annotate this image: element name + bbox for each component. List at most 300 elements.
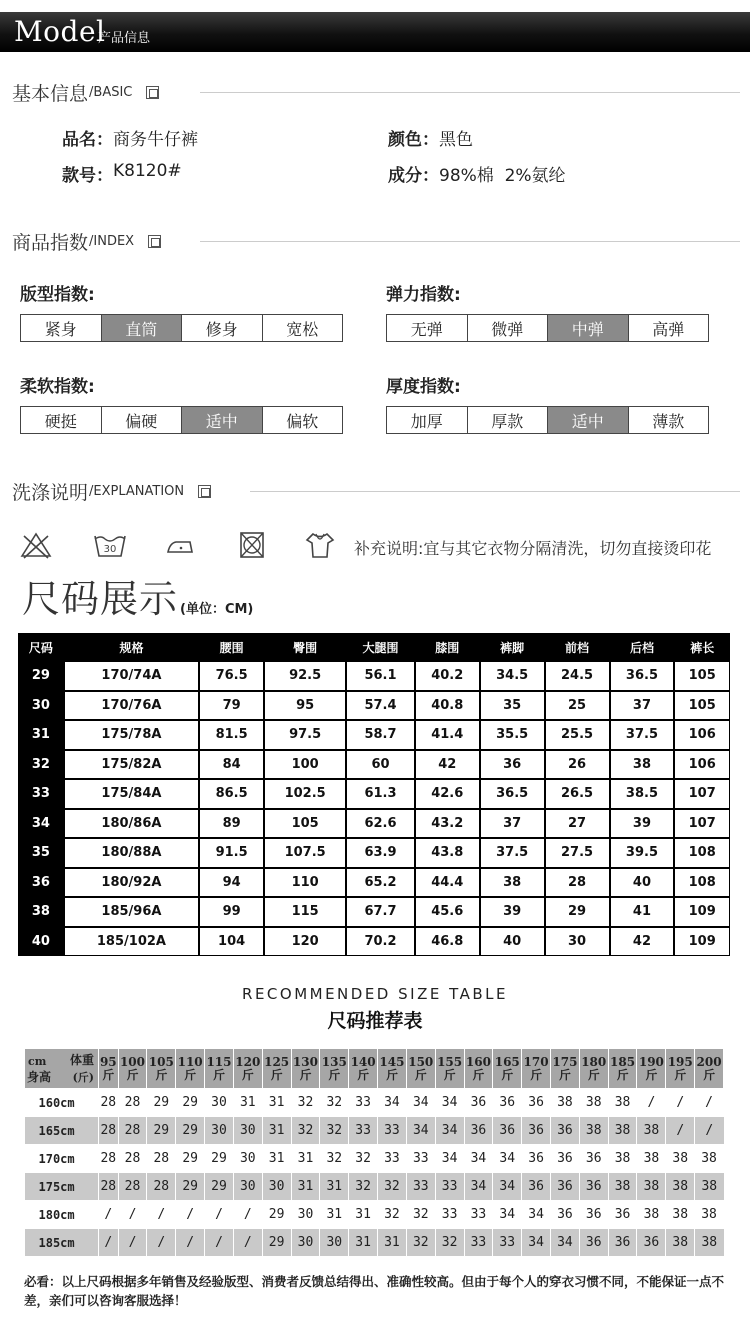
size-recommend-cell: / xyxy=(676,1095,685,1110)
size-recommend-cell: 36 xyxy=(551,1117,580,1145)
disclaimer-note: 必看：以上尺码根据多年销售及经验版型、消费者反馈总结得出、准确性较高。但由于每个人的穿衣习惯不同，不能保证一点不差，亲们可以咨询客服选择！ xyxy=(24,1274,725,1308)
size-recommend-cell: 34 xyxy=(441,1151,458,1166)
table-row xyxy=(18,779,730,809)
size-recommend-cell: 36 xyxy=(470,1095,487,1110)
table-row xyxy=(25,1173,724,1201)
size-recommend-cell: / xyxy=(99,1229,119,1257)
divider xyxy=(200,92,740,93)
weight-value: 165 xyxy=(494,1054,520,1069)
size-cell: 35 xyxy=(18,838,64,868)
measure-cell: 100 xyxy=(264,750,346,780)
measure-cell: 36.5 xyxy=(610,661,675,691)
size-recommend-cell: 32 xyxy=(349,1173,378,1201)
size-recommend-cell: / xyxy=(157,1207,166,1222)
weight-unit: 斤 xyxy=(184,1067,197,1082)
table-row xyxy=(18,750,730,780)
scale-option: 偏软 xyxy=(263,407,343,433)
size-recommend-cell: 32 xyxy=(378,1173,407,1201)
weight-value: 155 xyxy=(437,1054,463,1069)
weight-value: 100 xyxy=(119,1054,146,1069)
scale-option: 加厚 xyxy=(387,407,468,433)
weight-col-header xyxy=(695,1049,724,1089)
weight-unit: 斤 xyxy=(530,1067,543,1082)
section-wash-title xyxy=(12,479,211,503)
size-recommend-cell: 36 xyxy=(493,1117,522,1145)
size-recommend-cell: / xyxy=(104,1207,113,1222)
weight-col-header xyxy=(147,1049,176,1089)
measure-cell: 102.5 xyxy=(264,779,346,809)
header-bar xyxy=(0,12,750,52)
size-recommend-cell: 30 xyxy=(262,1173,291,1201)
weight-col-header xyxy=(522,1049,551,1089)
measure-cell: 26.5 xyxy=(545,779,610,809)
measure-cell: 43.2 xyxy=(415,809,480,839)
size-recommend-cell: 34 xyxy=(441,1095,458,1110)
height-cell: 185cm xyxy=(25,1229,99,1257)
thick-index-scale xyxy=(386,406,709,434)
fit-index-scale xyxy=(20,314,343,342)
measure-cell: 37 xyxy=(610,691,675,721)
section-basic-cn: 基本信息 xyxy=(12,82,89,105)
weight-value: 175 xyxy=(552,1054,578,1069)
measure-cell: 84 xyxy=(199,750,264,780)
weight-col-header xyxy=(262,1049,291,1089)
size-recommend-cell: 30 xyxy=(239,1151,256,1166)
size-cell: 36 xyxy=(18,868,64,898)
weight-col-header xyxy=(378,1049,407,1089)
scale-option: 偏硬 xyxy=(102,407,183,433)
corner-height: 身高 xyxy=(27,1070,52,1084)
size-recommend-cell: 34 xyxy=(499,1151,516,1166)
info-code-key: 款号： xyxy=(62,166,113,186)
size-recommend-cell: 33 xyxy=(464,1229,493,1257)
measure-cell: 43.8 xyxy=(415,838,480,868)
weight-col-header xyxy=(406,1049,435,1089)
weight-unit: 斤 xyxy=(155,1067,168,1082)
measure-cell: 185/96A xyxy=(64,897,199,927)
fit-index-label: 版型指数: xyxy=(20,285,95,305)
size-col-header: 大腿围 xyxy=(346,633,415,661)
size-recommend-cell: 34 xyxy=(470,1151,487,1166)
no-tumble-dry-icon xyxy=(234,530,270,560)
size-recommend-cell: 34 xyxy=(464,1173,493,1201)
size-recommend-cell: 33 xyxy=(355,1095,371,1110)
table-row xyxy=(18,661,730,691)
divider xyxy=(250,491,740,492)
wash-note: 补充说明:宜与其它衣物分隔清洗，切勿直接烫印花 xyxy=(354,539,712,558)
size-recommend-cell: 38 xyxy=(672,1151,689,1166)
measure-cell: 92.5 xyxy=(264,661,346,691)
size-recommend-cell: 36 xyxy=(499,1095,516,1110)
info-material-key: 成分： xyxy=(388,166,439,186)
size-table xyxy=(18,633,730,956)
weight-unit: 斤 xyxy=(357,1067,370,1082)
recommend-title-en: RECOMMENDED SIZE TABLE xyxy=(242,985,508,1003)
size-table-header xyxy=(18,633,730,661)
height-cell: 170cm xyxy=(38,1151,75,1166)
thick-index-label: 厚度指数: xyxy=(386,377,461,397)
size-recommend-cell: 32 xyxy=(384,1207,400,1222)
scale-option: 宽松 xyxy=(263,315,343,341)
size-recommend-cell: 38 xyxy=(701,1207,717,1222)
size-recommend-cell: 30 xyxy=(291,1229,320,1257)
size-recommend-cell: 36 xyxy=(528,1151,544,1166)
size-recommend-cell: / xyxy=(243,1207,252,1222)
weight-value: 150 xyxy=(408,1054,434,1069)
size-recommend-cell: 34 xyxy=(522,1229,551,1257)
weight-unit: 斤 xyxy=(385,1067,398,1082)
measure-cell: 24.5 xyxy=(545,661,610,691)
info-name-value: 商务牛仔裤 xyxy=(113,130,198,150)
weight-value: 170 xyxy=(523,1054,549,1069)
measure-cell: 28 xyxy=(545,868,610,898)
size-recommend-cell: 36 xyxy=(557,1151,573,1166)
measure-cell: 65.2 xyxy=(346,868,415,898)
measure-cell: 38 xyxy=(610,750,675,780)
size-recommend-cell: 38 xyxy=(614,1151,631,1166)
soft-index-scale xyxy=(20,406,343,434)
measure-cell: 46.8 xyxy=(415,927,480,957)
scale-option: 适中 xyxy=(182,407,263,433)
size-recommend-cell: 32 xyxy=(355,1151,371,1166)
measure-cell: 115 xyxy=(264,897,346,927)
scale-option: 中弹 xyxy=(548,315,629,341)
size-recommend-cell: / xyxy=(233,1229,262,1257)
size-recommend-cell: 30 xyxy=(233,1117,262,1145)
weight-col-header xyxy=(205,1049,234,1089)
weight-col-header xyxy=(493,1049,522,1089)
weight-col-header xyxy=(320,1049,349,1089)
size-recommend-cell: 31 xyxy=(297,1151,314,1166)
size-recommend-cell: 30 xyxy=(205,1117,234,1145)
table-row xyxy=(18,868,730,898)
weight-value: 110 xyxy=(177,1054,203,1069)
size-recommend-cell: 28 xyxy=(100,1095,117,1110)
size-recommend-cell: 36 xyxy=(579,1173,608,1201)
size-recommend-cell: 33 xyxy=(378,1117,407,1145)
measure-cell: 99 xyxy=(199,897,264,927)
size-recommend-cell: 28 xyxy=(118,1173,147,1201)
size-recommend-cell: 36 xyxy=(585,1151,602,1166)
size-recommend-cell: 36 xyxy=(579,1229,608,1257)
size-recommend-cell: 32 xyxy=(412,1207,429,1222)
size-recommend-cell: / xyxy=(647,1095,656,1110)
info-material xyxy=(388,161,566,186)
divider xyxy=(200,241,740,242)
measure-cell: 34.5 xyxy=(480,661,545,691)
section-basic-title xyxy=(12,80,159,104)
weight-value: 120 xyxy=(235,1054,261,1069)
weight-value: 180 xyxy=(581,1054,607,1069)
measure-cell: 62.6 xyxy=(346,809,415,839)
size-recommend-cell: 33 xyxy=(412,1151,429,1166)
recommend-table-header xyxy=(25,1049,724,1089)
measure-cell: 25 xyxy=(545,691,610,721)
measure-cell: 38 xyxy=(480,868,545,898)
size-recommend-cell: 38 xyxy=(695,1173,724,1201)
size-recommend-cell: 29 xyxy=(182,1151,198,1166)
scale-option: 无弹 xyxy=(387,315,468,341)
size-col-header: 后档 xyxy=(610,633,675,661)
size-recommend-cell: 36 xyxy=(551,1173,580,1201)
size-recommend-cell: 32 xyxy=(435,1229,464,1257)
measure-cell: 185/102A xyxy=(64,927,199,957)
weight-value: 160 xyxy=(465,1054,491,1069)
scale-option: 紧身 xyxy=(21,315,102,341)
measure-cell: 61.3 xyxy=(346,779,415,809)
hang-dry-icon xyxy=(302,530,338,560)
measure-cell: 42.6 xyxy=(415,779,480,809)
height-cell: 160cm xyxy=(38,1095,75,1110)
size-recommend-cell: 38 xyxy=(666,1173,695,1201)
size-recommend-cell: 36 xyxy=(614,1207,631,1222)
corner-unit-weight: (斤) xyxy=(72,1071,94,1084)
measure-cell: 42 xyxy=(610,927,675,957)
weight-unit: 斤 xyxy=(703,1067,716,1082)
size-recommend-cell: 29 xyxy=(211,1151,227,1166)
measure-cell: 60 xyxy=(346,750,415,780)
weight-col-header xyxy=(637,1049,666,1089)
measure-cell: 104 xyxy=(199,927,264,957)
weight-col-header xyxy=(349,1049,378,1089)
size-recommend-cell: 31 xyxy=(262,1117,291,1145)
weight-unit: 斤 xyxy=(328,1067,341,1082)
measure-cell: 79 xyxy=(199,691,264,721)
weight-value: 195 xyxy=(667,1054,693,1069)
size-col-header: 裤脚 xyxy=(480,633,545,661)
measure-cell: 39 xyxy=(610,809,675,839)
size-recommend-cell: 31 xyxy=(291,1173,320,1201)
size-cell: 32 xyxy=(18,750,64,780)
size-recommend-cell: 33 xyxy=(470,1207,487,1222)
info-name-key: 品名： xyxy=(62,130,113,150)
size-col-header: 规格 xyxy=(64,633,199,661)
measure-cell: 37.5 xyxy=(610,720,675,750)
size-recommend-cell: 33 xyxy=(493,1229,522,1257)
info-code-value: K8120# xyxy=(113,161,182,181)
weight-value: 130 xyxy=(292,1054,318,1069)
size-recommend-cell: 38 xyxy=(637,1173,666,1201)
size-recommend-cell: 38 xyxy=(637,1117,666,1145)
measure-cell: 27 xyxy=(545,809,610,839)
size-recommend-cell: 36 xyxy=(528,1095,544,1110)
weight-value: 200 xyxy=(696,1054,722,1069)
size-recommend-cell: / xyxy=(205,1229,234,1257)
weight-col-header xyxy=(118,1049,147,1089)
table-row xyxy=(25,1117,724,1145)
size-recommend-cell: 38 xyxy=(557,1095,573,1110)
size-recommend-cell: 31 xyxy=(320,1173,349,1201)
weight-value: 145 xyxy=(379,1054,405,1069)
info-color-value: 黑色 xyxy=(439,130,473,150)
size-recommend-cell: 36 xyxy=(464,1117,493,1145)
size-recommend-cell: 29 xyxy=(268,1207,285,1222)
size-cell: 38 xyxy=(18,897,64,927)
weight-col-header xyxy=(233,1049,262,1089)
weight-value: 135 xyxy=(321,1054,347,1069)
size-col-header: 臀围 xyxy=(264,633,346,661)
size-cell: 33 xyxy=(18,779,64,809)
measure-cell: 29 xyxy=(545,897,610,927)
size-cell: 31 xyxy=(18,720,64,750)
measure-cell: 39.5 xyxy=(610,838,675,868)
measure-cell: 36.5 xyxy=(480,779,545,809)
measure-cell: 27.5 xyxy=(545,838,610,868)
size-recommend-cell: 33 xyxy=(406,1173,435,1201)
measure-cell: 94 xyxy=(199,868,264,898)
size-recommend-cell: 38 xyxy=(614,1095,631,1110)
measure-cell: 180/92A xyxy=(64,868,199,898)
table-row xyxy=(25,1145,724,1173)
no-bleach-icon xyxy=(18,530,54,560)
size-cell: 34 xyxy=(18,809,64,839)
recommend-corner xyxy=(25,1049,99,1089)
size-recommend-cell: 28 xyxy=(153,1151,170,1166)
table-row xyxy=(25,1089,724,1117)
size-recommend-cell: 32 xyxy=(320,1117,349,1145)
size-recommend-cell: 33 xyxy=(435,1173,464,1201)
size-col-header: 膝围 xyxy=(415,633,480,661)
size-recommend-cell: 33 xyxy=(384,1151,400,1166)
size-recommend-cell: 28 xyxy=(147,1173,176,1201)
weight-col-header xyxy=(291,1049,320,1089)
size-recommend-cell: 36 xyxy=(522,1117,551,1145)
table-row xyxy=(18,838,730,868)
size-title: 尺码展示 xyxy=(22,577,179,621)
weight-unit: 斤 xyxy=(501,1067,514,1082)
size-recommend-cell: 28 xyxy=(99,1173,119,1201)
weight-value: 115 xyxy=(206,1054,232,1069)
size-recommend-cell: 30 xyxy=(320,1229,349,1257)
table-row xyxy=(18,927,730,957)
measure-cell: 97.5 xyxy=(264,720,346,750)
size-recommend-cell: 28 xyxy=(100,1151,117,1166)
size-recommend-cell: 36 xyxy=(608,1229,637,1257)
height-cell: 180cm xyxy=(38,1207,75,1222)
measure-cell: 40 xyxy=(480,927,545,957)
size-col-header: 尺码 xyxy=(18,633,64,661)
size-recommend-cell: 36 xyxy=(585,1207,602,1222)
measure-cell: 89 xyxy=(199,809,264,839)
measure-cell: 57.4 xyxy=(346,691,415,721)
weight-value: 185 xyxy=(610,1054,636,1069)
measure-cell: 95 xyxy=(264,691,346,721)
weight-value: 140 xyxy=(350,1054,376,1069)
weight-col-header xyxy=(464,1049,493,1089)
recommend-title-cn: 尺码推荐表 xyxy=(327,1010,423,1032)
size-recommend-cell: / xyxy=(147,1229,176,1257)
measure-cell: 76.5 xyxy=(199,661,264,691)
weight-unit: 斤 xyxy=(212,1067,225,1082)
weight-col-header xyxy=(551,1049,580,1089)
size-recommend-cell: 38 xyxy=(643,1151,660,1166)
weight-value: 190 xyxy=(638,1054,664,1069)
size-recommend-cell: 30 xyxy=(211,1095,227,1110)
height-cell: 165cm xyxy=(25,1117,99,1145)
measure-cell: 86.5 xyxy=(199,779,264,809)
weight-unit: 斤 xyxy=(126,1067,139,1082)
size-recommend-cell: 30 xyxy=(233,1173,262,1201)
size-recommend-cell: 29 xyxy=(176,1117,205,1145)
measure-cell: 40.8 xyxy=(415,691,480,721)
section-index-en: /INDEX xyxy=(89,233,135,249)
measure-cell: 67.7 xyxy=(346,897,415,927)
size-recommend-cell: 32 xyxy=(326,1151,343,1166)
measure-cell: 106 xyxy=(674,720,730,750)
size-recommend-cell: / xyxy=(118,1229,147,1257)
weight-unit: 斤 xyxy=(587,1067,600,1082)
scale-option: 修身 xyxy=(182,315,263,341)
size-recommend-cell: / xyxy=(666,1117,695,1145)
size-recommend-cell: 28 xyxy=(99,1117,119,1145)
weight-col-header xyxy=(99,1049,119,1089)
size-recommend-cell: 28 xyxy=(124,1151,141,1166)
size-recommend-cell: 34 xyxy=(435,1117,464,1145)
measure-cell: 38.5 xyxy=(610,779,675,809)
recommend-table xyxy=(24,1048,724,1257)
measure-cell: 170/76A xyxy=(64,691,199,721)
size-recommend-cell: 36 xyxy=(522,1173,551,1201)
measure-cell: 58.7 xyxy=(346,720,415,750)
size-recommend-cell: 31 xyxy=(239,1095,256,1110)
measure-cell: 120 xyxy=(264,927,346,957)
info-color xyxy=(388,125,473,150)
size-recommend-cell: 30 xyxy=(297,1207,314,1222)
table-row xyxy=(25,1201,724,1229)
size-recommend-cell: 34 xyxy=(528,1207,544,1222)
model-title: Model xyxy=(14,15,106,48)
size-recommend-cell: 34 xyxy=(412,1095,429,1110)
measure-cell: 180/86A xyxy=(64,809,199,839)
size-recommend-cell: 28 xyxy=(124,1095,141,1110)
iron-low-icon xyxy=(162,530,198,560)
size-cell: 29 xyxy=(18,661,64,691)
table-row xyxy=(18,720,730,750)
size-recommend-cell: 34 xyxy=(493,1173,522,1201)
measure-cell: 37 xyxy=(480,809,545,839)
size-recommend-cell: / xyxy=(215,1207,223,1222)
size-recommend-cell: 33 xyxy=(349,1117,378,1145)
weight-unit: 斤 xyxy=(616,1067,629,1082)
measure-cell: 180/88A xyxy=(64,838,199,868)
measure-cell: 105 xyxy=(264,809,346,839)
measure-cell: 70.2 xyxy=(346,927,415,957)
weight-unit: 斤 xyxy=(443,1067,456,1082)
measure-cell: 41 xyxy=(610,897,675,927)
size-recommend-cell: 29 xyxy=(153,1095,170,1110)
scale-option: 微弹 xyxy=(468,315,549,341)
size-recommend-cell: 38 xyxy=(643,1207,660,1222)
info-code xyxy=(62,161,182,186)
size-recommend-cell: 31 xyxy=(355,1207,371,1222)
size-recommend-cell: 32 xyxy=(297,1095,314,1110)
stretch-index-label: 弹力指数: xyxy=(386,285,461,305)
size-recommend-cell: / xyxy=(695,1117,724,1145)
measure-cell: 63.9 xyxy=(346,838,415,868)
copy-icon xyxy=(198,485,211,498)
measure-cell: 105 xyxy=(674,691,730,721)
size-recommend-cell: / xyxy=(176,1229,205,1257)
measure-cell: 108 xyxy=(674,868,730,898)
size-recommend-cell: 38 xyxy=(695,1229,724,1257)
measure-cell: 42 xyxy=(415,750,480,780)
measure-cell: 81.5 xyxy=(199,720,264,750)
size-recommend-cell: 33 xyxy=(441,1207,458,1222)
measure-cell: 44.4 xyxy=(415,868,480,898)
measure-cell: 37.5 xyxy=(480,838,545,868)
size-recommend-cell: 31 xyxy=(268,1095,285,1110)
weight-col-header xyxy=(176,1049,205,1089)
